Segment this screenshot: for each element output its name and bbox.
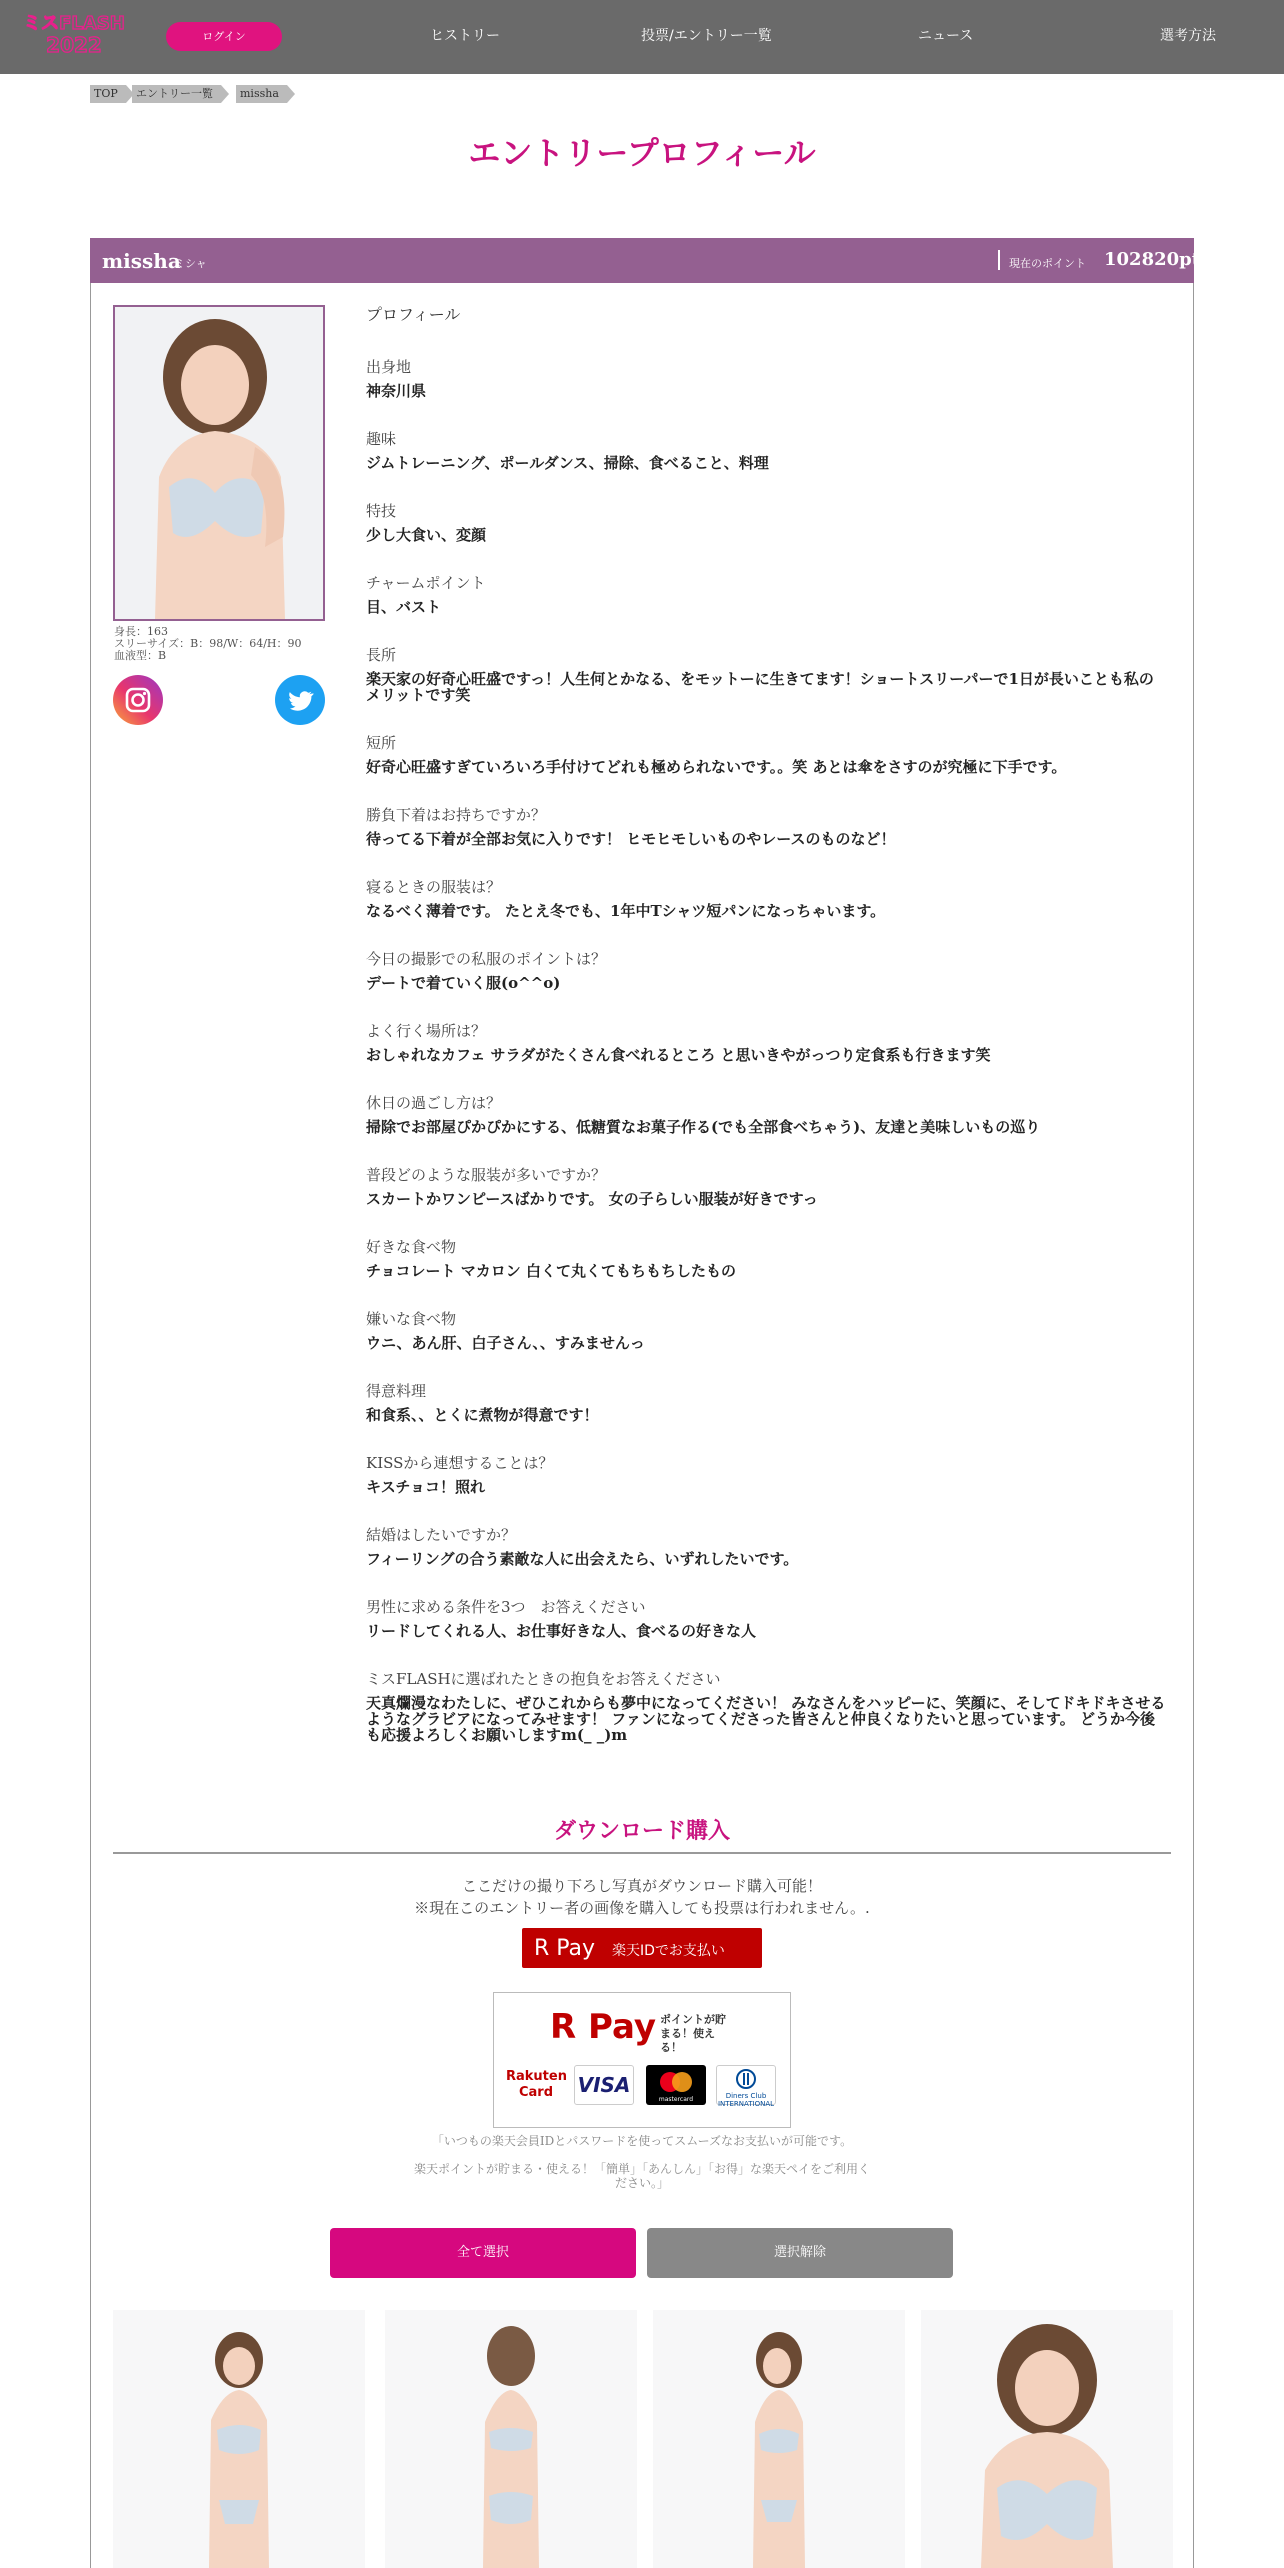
answer-text: フィーリングの合う素敵な人に出会えたら、いずれしたいです。 <box>366 1550 799 1568</box>
profile-photo <box>113 305 325 621</box>
answer-text: デートで着ていく服(o^^o) <box>366 974 561 992</box>
payment-methods-banner <box>493 1992 791 2128</box>
profile-item-outfit-point <box>366 950 1166 991</box>
rakuten-card-logo: Rakuten Card <box>506 2069 567 2100</box>
question-label: チャームポイント <box>366 574 486 592</box>
answer-text: キスチョコ！照れ <box>366 1478 485 1496</box>
answer-text: 神奈川県 <box>366 382 427 400</box>
question-label: 長所 <box>366 646 397 664</box>
profile-item-weakness <box>366 734 1166 775</box>
answer-text: なるべく薄着です。 たとえ冬でも、1年中Tシャツ短パンになっちゃいます。 <box>366 902 886 920</box>
download-note: ここだけの撮り下ろし写真がダウンロード購入可能！ <box>461 1877 822 1895</box>
payment-note: 「いつもの楽天会員IDとパスワードを使ってスムーズなお支払いが可能です。 <box>431 2134 853 2148</box>
nav-selection-method[interactable]: 選考方法 <box>1160 28 1216 44</box>
answer-text: ウニ、あん肝、白子さん、、すみませんっ <box>366 1334 645 1352</box>
question-label: 好きな食べ物 <box>366 1238 457 1256</box>
answer-text: 楽天家の好奇心旺盛ですっ！人生何とかなる、をモットーに生きてます！ショートスリーパーで1日が長いことも私のメリットです笑 <box>366 670 1154 704</box>
site-header <box>0 0 1284 74</box>
answer-text: 天真爛漫なわたしに、ぜひこれからも夢中になってください！ みなさんをハッピーに、笑顔に、そしてドキドキさせるようなグラビアになってみせます！ ファンになってくださった皆さんと仲良くなりたいと思っています。 どうか今後も応援よろしくお願いしますm(_ _)m <box>366 1694 1166 1744</box>
question-label: 休日の過ごし方は？ <box>366 1094 502 1112</box>
points-slogan: ポイントが貯まる！使える！ <box>660 2013 726 2054</box>
profile-item-aspiration <box>366 1670 1166 1743</box>
profile-item-charm <box>366 574 1166 615</box>
profile-photo-image <box>115 307 323 619</box>
profile-item-sleepwear <box>366 878 1166 919</box>
profile-item-strength <box>366 646 1166 703</box>
page-title: エントリープロフィール <box>468 134 816 172</box>
site-logo[interactable] <box>14 10 134 63</box>
rakuten-pay-button[interactable] <box>522 1928 762 1968</box>
photo-thumbnail[interactable] <box>653 2310 905 2568</box>
question-label: 特技 <box>366 502 397 520</box>
answer-text: おしゃれなカフェ サラダがたくさん食べれるところ と思いきやがっつり定食系も行きます笑 <box>366 1046 991 1064</box>
question-label: KISSから連想することは？ <box>366 1454 554 1472</box>
question-label: 出身地 <box>366 358 412 376</box>
download-heading: ダウンロード購入 <box>553 1819 730 1844</box>
entry-kana: ミシャ <box>174 257 207 270</box>
question-label: 嫌いな食べ物 <box>366 1310 457 1328</box>
points-value: 102820pt <box>1104 249 1201 270</box>
blood-type-stat: 血液型：B <box>114 649 167 662</box>
photo-thumbnail[interactable] <box>921 2310 1173 2568</box>
question-label: 得意料理 <box>366 1382 427 1400</box>
entry-name: missha <box>102 249 181 273</box>
profile-item-favorite-place <box>366 1022 1166 1063</box>
question-label: 短所 <box>366 734 397 752</box>
answer-text: 掃除でお部屋ぴかぴかにする、低糖質なお菓子作る(でも全部食べちゃう)、友達と美味しいもの巡り <box>366 1118 1041 1136</box>
profile-item-specialty-dish <box>366 1382 1166 1423</box>
profile-item-marriage <box>366 1526 1166 1567</box>
rakuten-pay-logo: R Pay <box>550 2007 657 2047</box>
download-vote-note: ※現在このエントリー者の画像を購入しても投票は行われません。. <box>414 1899 870 1917</box>
rakuten-pay-label: 楽天IDでお支払い <box>612 1943 725 1959</box>
payment-note-2: 楽天ポイントが貯まる・使える！「簡単」「あんしん」「お得」な楽天ペイをご利用ください。」 <box>413 2162 870 2190</box>
diners-club-label: Diners Club INTERNATIONAL <box>717 2092 775 2108</box>
answer-text: スカートかワンピースばかりです。 女の子らしい服装が好きですっ <box>366 1190 818 1208</box>
profile-item-disliked-food <box>366 1310 1166 1351</box>
height-stat: 身長：163 <box>114 625 168 638</box>
photo-thumbnail[interactable] <box>385 2310 637 2568</box>
divider <box>113 1852 1171 1854</box>
svg-text:ミスFLASH: ミスFLASH <box>23 13 125 34</box>
question-label: 寝るときの服装は？ <box>366 878 502 896</box>
login-button[interactable]: ログイン <box>166 22 282 51</box>
entry-header-bar <box>90 238 1201 283</box>
twitter-icon[interactable] <box>275 675 325 725</box>
diners-club-logo <box>716 2065 776 2108</box>
answer-text: ジムトレーニング、ポールダンス、掃除、食べること、料理 <box>366 454 769 472</box>
logo-graphic <box>14 10 134 58</box>
three-size-stat: スリーサイズ：B：98/W：64/H：90 <box>114 637 302 650</box>
photo-thumbnail[interactable] <box>113 2310 365 2568</box>
rakuten-pay-logo: R Pay <box>534 1936 596 1961</box>
profile-item-holiday <box>366 1094 1166 1135</box>
profile-item-favorite-food <box>366 1238 1166 1279</box>
question-label: 結婚はしたいですか？ <box>366 1526 517 1544</box>
nav-vote-entry-list[interactable]: 投票/エントリー一覧 <box>641 28 772 44</box>
visa-logo: VISA <box>574 2065 634 2105</box>
profile-item-hometown <box>366 358 1166 399</box>
question-label: 趣味 <box>366 430 397 448</box>
question-label: 普段どのような服装が多いですか？ <box>366 1166 607 1184</box>
answer-text: 好奇心旺盛すぎていろいろ手付けてどれも極められないです。。笑 あとは傘をさすのが究極に下手です。 <box>366 758 1067 776</box>
breadcrumb-entry-list[interactable]: エントリー一覧 <box>132 85 221 103</box>
nav-news[interactable]: ニュース <box>918 28 974 44</box>
body-stats <box>114 626 302 662</box>
profile-heading: プロフィール <box>366 305 461 324</box>
nav-history[interactable]: ヒストリー <box>430 28 500 44</box>
breadcrumb-current: missha <box>236 85 287 103</box>
breadcrumb-top[interactable]: TOP <box>90 85 126 103</box>
question-label: よく行く場所は？ <box>366 1022 487 1040</box>
question-label: 男性に求める条件を3つ お答えください <box>366 1598 646 1616</box>
answer-text: 少し大食い、変顔 <box>366 526 487 544</box>
question-label: ミスFLASHに選ばれたときの抱負をお答えください <box>366 1670 721 1688</box>
answer-text: リードしてくれる人、お仕事好きな人、食べるの好きな人 <box>366 1622 757 1640</box>
svg-text:2022: 2022 <box>46 33 102 57</box>
select-all-button[interactable]: 全て選択 <box>330 2228 636 2278</box>
mastercard-label: mastercard <box>658 2096 694 2103</box>
profile-item-kiss <box>366 1454 1166 1495</box>
mastercard-logo <box>646 2065 706 2105</box>
answer-text: 和食系、、とくに煮物が得意です！ <box>366 1406 599 1424</box>
divider <box>998 250 1000 270</box>
answer-text: 目、バスト <box>366 598 442 616</box>
question-label: 今日の撮影での私服のポイントは？ <box>366 950 607 968</box>
profile-item-underwear <box>366 806 1166 847</box>
profile-item-ideal-man <box>366 1598 1166 1639</box>
deselect-button[interactable]: 選択解除 <box>647 2228 953 2278</box>
answer-text: チョコレート マカロン 白くて丸くてもちもちしたもの <box>366 1262 736 1280</box>
profile-item-skill <box>366 502 1166 543</box>
points-label: 現在のポイント <box>1009 257 1086 270</box>
instagram-icon[interactable] <box>113 675 163 725</box>
answer-text: 待ってる下着が全部お気に入りです！ ヒモヒモしいものやレースのものなど！ <box>366 830 896 848</box>
profile-item-hobby <box>366 430 1166 471</box>
question-label: 勝負下着はお持ちですか？ <box>366 806 546 824</box>
profile-item-usual-clothes <box>366 1166 1166 1207</box>
